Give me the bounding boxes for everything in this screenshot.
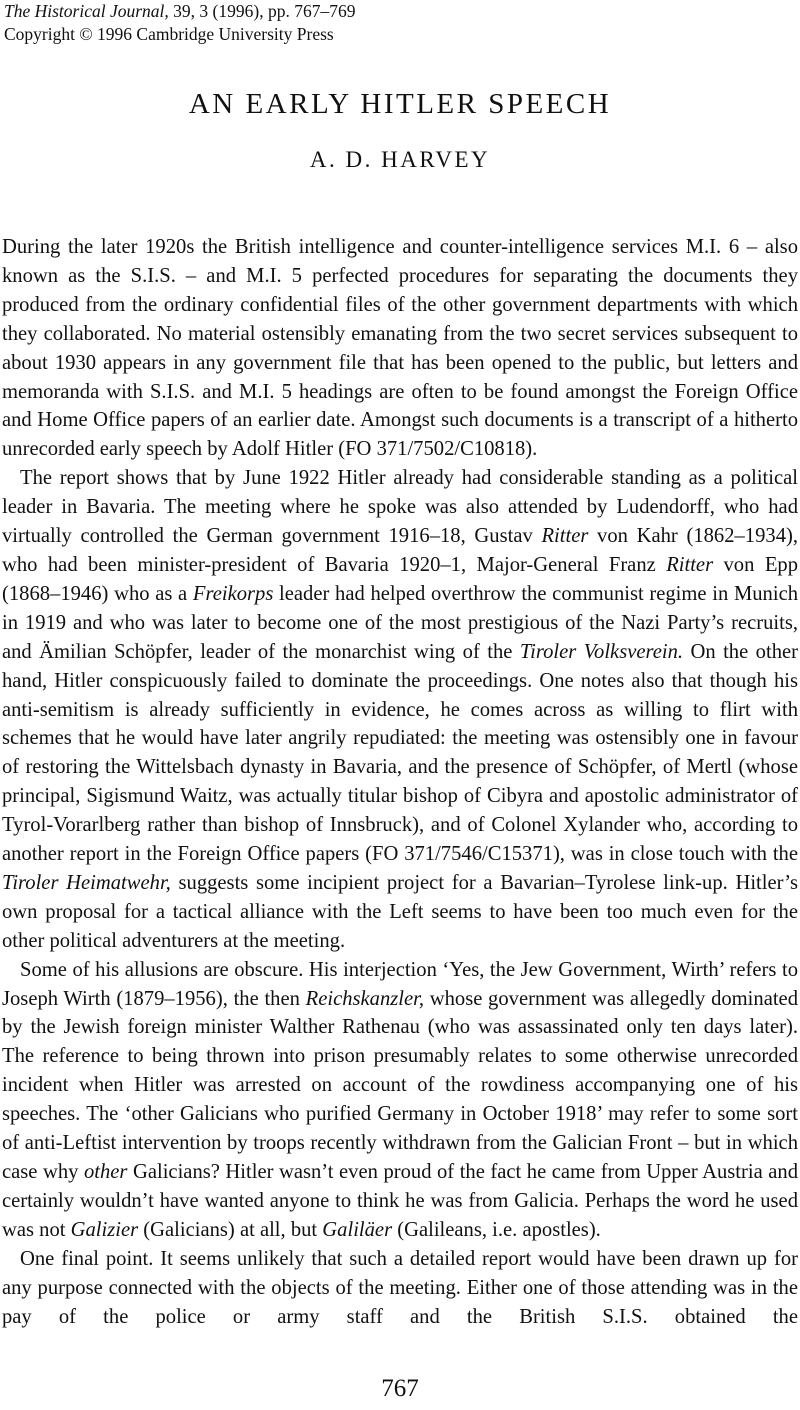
italic-term: Galiläer — [322, 1218, 393, 1241]
paragraph — [2, 1245, 798, 1332]
text-run: One final point. It seems unlikely that such a detailed report would have been drawn up for any purpose connected with the objects of the meeting. Either one of those attending was in the pay of the police or army staff and the British S.I.S. obtained the — [2, 1247, 798, 1328]
text-run: leader had helped overthrow the communist regime in Munich in 1919 and who was later to become one of the most prestigious of the Nazi Party’s recruits, and Ämilian Schöpfer, leader of the monarchist wing of the — [2, 582, 799, 663]
copyright-line: Copyright © 1996 Cambridge University Press — [4, 24, 334, 44]
citation-line — [4, 0, 355, 23]
text-run: Some of his allusions are obscure. His interjection ‘Yes, the Jew Government, Wirth’ refers to Joseph Wirth (1879–1956), the then — [2, 958, 798, 1010]
text-run: (Galicians) at all, but — [138, 1218, 323, 1241]
italic-term: Freikorps — [192, 582, 274, 605]
article-title: AN EARLY HITLER SPEECH — [188, 88, 612, 120]
paragraph — [2, 464, 798, 955]
text-run: von Kahr (1862–1934), who had been minister-president of Bavaria 1920–1, Major-General Franz — [2, 525, 798, 576]
italic-term: Tiroler Heimatwehr, — [2, 871, 171, 894]
article-author: A. D. HARVEY — [309, 147, 491, 172]
text-run: The report shows that by June 1922 Hitler already had considerable standing as a political leader in Bavaria. The meeting where he spoke was also attended by Ludendorff, who had virtually controlled the German government 1916–18, Gustav — [2, 467, 798, 548]
text-run: von Epp (1868–1946) who as a — [2, 553, 798, 605]
italic-term: Galizier — [70, 1218, 139, 1241]
page-number: 767 — [381, 1375, 419, 1402]
italic-term: Reichskanzler, — [305, 987, 425, 1010]
italic-term: Ritter — [541, 525, 589, 548]
italic-term: Ritter — [666, 553, 714, 576]
text-run: whose government was allegedly dominated by the Jewish foreign minister Walther Rathenau (who was assassinated only ten days later). The reference to being thrown into prison presumably relates to some otherwise unrecorded incident when Hitler was arrested on account of the rowdiness accompanying one of his speeches. The ‘other Galicians who purified Germany in October 1918’ may refer to some sort of anti-Leftist intervention by troops recently withdrawn from the Galician Front – but in which case why — [2, 987, 798, 1183]
paragraph — [2, 956, 798, 1245]
text-run: During the later 1920s the British intelligence and counter-intelligence services M.I. 6 – also known as the S.I.S. – and M.I. 5 perfected procedures for separating the documents they produced from the ordinary confidential files of the other government departments with which they collaborated. No material ostensibly emanating from the two secret services subsequent to about 1930 appears in any government file that has been opened to the public, but letters and memoranda with S.I.S. and M.I. 5 headings are often to be found amongst the Foreign Office and Home Office papers of an earlier date. Amongst such documents is a transcript of a hitherto unrecorded early speech by Adolf Hitler (FO 371/7502/C10818). — [2, 236, 798, 461]
article-body — [2, 233, 798, 1331]
text-run: suggests some incipient project for a Bavarian–Tyrolese link-up. Hitler’s own proposal for a tactical alliance with the Left seems to have been too much even for the other political adventurers at the meeting. — [2, 871, 798, 952]
journal-name: The Historical Journal, — [4, 1, 169, 21]
paragraph — [2, 233, 798, 464]
volume-pages: 39, 3 (1996), pp. 767–769 — [168, 1, 356, 21]
italic-term: Tiroler Volksverein. — [519, 640, 684, 663]
italic-term: other — [83, 1161, 128, 1183]
journal-header — [4, 0, 355, 46]
text-run: On the other hand, Hitler conspicuously failed to dominate the proceedings. One notes also that though his anti-semitism is already sufficiently in evidence, he comes across as willing to flirt with schemes that he would have later angrily repudiated: the meeting was ostensibly one in favour of restoring the Wittelsbach dynasty in Bavaria, and the presence of Schöpfer, of Mertl (whose principal, Sigismund Waitz, was actually titular bishop of Cibyra and apostolic administrator of Tyrol-Vorarlberg rather than bishop of Innsbruck), and of Colonel Xylander who, according to another report in the Foreign Office papers (FO 371/7546/C15371), was in close touch with the — [2, 640, 798, 866]
text-run: Galicians? Hitler wasn’t even proud of the fact he came from Upper Austria and certainly wouldn’t have wanted anyone to think he was from Galicia. Perhaps the word he used was not — [2, 1161, 799, 1241]
text-run: (Galileans, i.e. apostles). — [392, 1218, 601, 1241]
